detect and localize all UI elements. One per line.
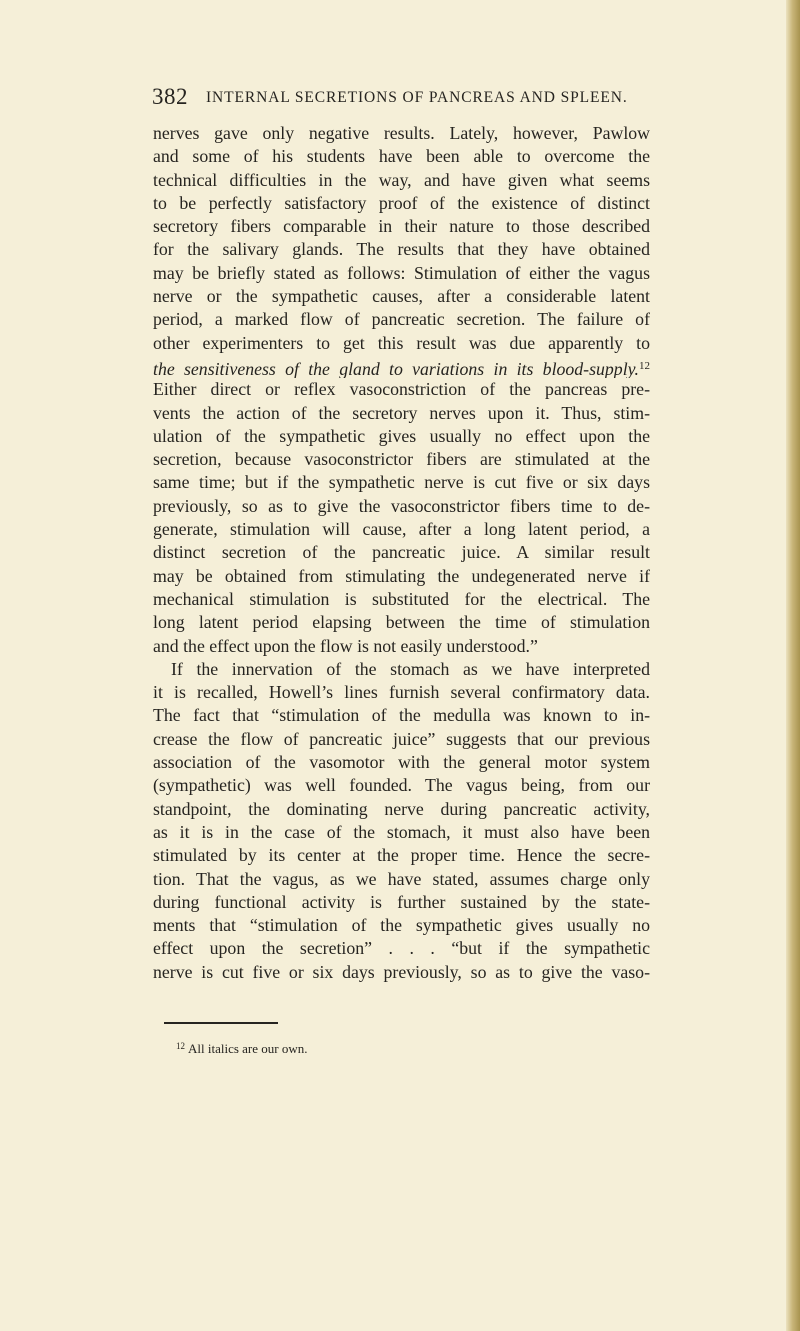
- text-line: for the salivary glands. The results that they have obtained: [153, 239, 650, 260]
- text-line: (sympathetic) was well founded. The vagus being, from our: [153, 775, 650, 796]
- text-line: Either direct or reflex vasoconstriction of the pancreas pre-: [153, 379, 650, 400]
- running-head: INTERNAL SECRETIONS OF PANCREAS AND SPLEEN.: [206, 89, 628, 106]
- text-line: may be briefly stated as follows: Stimulation of either the vagus: [153, 262, 650, 283]
- text-line: mechanical stimulation is substituted for the electrical. The: [153, 588, 650, 609]
- text-line: distinct secretion of the pancreatic juice. A similar result: [153, 542, 650, 563]
- text-line: and some of his students have been able to overcome the: [153, 146, 650, 167]
- text-line: nerves gave only negative results. Lately, however, Pawlow: [153, 123, 650, 143]
- text-line: vents the action of the secretory nerves upon it. Thus, stim-: [153, 402, 650, 423]
- text-line: other experimenters to get this result was due apparently to: [153, 332, 650, 353]
- text-line: stimulated by its center at the proper time. Hence the secre-: [153, 845, 650, 866]
- text-line: effect upon the secretion” . . . “but if the sympathetic: [153, 938, 650, 959]
- page-edge-shadow: [786, 0, 800, 1331]
- text-line: crease the flow of pancreatic juice” suggests that our previous: [153, 728, 650, 749]
- footnote-divider: [164, 1022, 278, 1024]
- footnote-number: 12: [176, 1041, 185, 1051]
- text-line: it is recalled, Howell’s lines furnish several confirmatory data.: [153, 682, 650, 703]
- text-line: technical difficulties in the way, and have given what seems: [153, 169, 650, 190]
- footnote-text: All italics are our own.: [188, 1041, 308, 1056]
- footnote-reference[interactable]: 12: [639, 359, 650, 372]
- text-line: previously, so as to give the vasoconstrictor fibers time to de-: [153, 495, 650, 516]
- text-line: secretion, because vasoconstrictor fibers are stimulated at the: [153, 449, 650, 470]
- text-line: ulation of the sympathetic gives usually no effect upon the: [153, 425, 650, 446]
- text-line: long latent period elapsing between the time of stimulation: [153, 612, 650, 633]
- text-line: as it is in the case of the stomach, it must also have been: [153, 821, 650, 842]
- text-line: The fact that “stimulation of the medulla was known to in-: [153, 705, 650, 726]
- text-line: generate, stimulation will cause, after a long latent period, a: [153, 519, 650, 540]
- text-line-italic: [153, 355, 650, 378]
- text-line: nerve or the sympathetic causes, after a considerable latent: [153, 286, 650, 307]
- text-line: may be obtained from stimulating the undegenerated nerve if: [153, 565, 650, 586]
- page-header: [152, 84, 672, 114]
- paragraph-end-line: and the effect upon the flow is not easily understood.”: [153, 635, 538, 656]
- text-line: association of the vasomotor with the general motor system: [153, 752, 650, 773]
- text-line: tion. That the vagus, as we have stated, assumes charge only: [153, 868, 650, 889]
- footnote: [176, 1041, 308, 1057]
- text-line: standpoint, the dominating nerve during pancreatic activity,: [153, 798, 650, 819]
- text-line: nerve is cut five or six days previously, so as to give the vaso-: [153, 961, 650, 982]
- text-line: period, a marked flow of pancreatic secretion. The failure of: [153, 309, 650, 330]
- text-line: secretory fibers comparable in their nature to those described: [153, 216, 650, 237]
- text-line: during functional activity is further sustained by the state-: [153, 891, 650, 912]
- body-text: [153, 122, 650, 984]
- text-line: to be perfectly satisfactory proof of the existence of distinct: [153, 192, 650, 213]
- page-number: 382: [152, 84, 188, 109]
- text-line: same time; but if the sympathetic nerve is cut five or six days: [153, 472, 650, 493]
- italic-phrase: the sensitiveness of the gland to variations in its blood-supply.: [153, 358, 639, 379]
- paragraph-start-line: If the innervation of the stomach as we have interpreted: [171, 658, 650, 679]
- text-line: ments that “stimulation of the sympathetic gives usually no: [153, 915, 650, 936]
